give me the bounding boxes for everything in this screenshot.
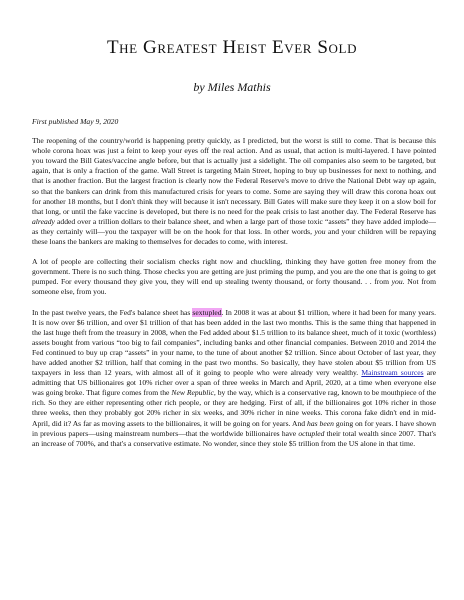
p1-emphasis-you: you [314, 226, 326, 236]
p1-text-c: again, so that the bankers can drink from this manufactured crisis for years to come. Some are saying they will draw this corona hoax out for another 18 months, but I don't think they will because it isn't necessary. Bill Gates will make sure they keep it on a slow boil for that long, or until the fake vaccine is developed, but there is no need for the peak crisis to last another day. The Federal Reserve has [32, 176, 436, 216]
p1-emphasis-already: already [32, 216, 55, 226]
p3-text-g: going on for years. I have shown in previous papers—using mainstream numbers—that the worldwide billionaires have [32, 418, 436, 438]
article-title: The Greatest Heist Ever Sold [106, 37, 358, 58]
p2-text-a: A lot of people are collecting their socialism checks right now and chuckling, thinking they have gotten free money from the government. There is no such thing. Those checks you are getting are just priming the pump, and you are the one that is going to get pumped. For every thousand they give you, they will end up stealing twenty thousand, or forty thousand. . . from [32, 257, 436, 287]
p3-emphasis-new-republic: New Republic [171, 388, 214, 398]
p2-emphasis-you: you [391, 277, 403, 287]
p1-text-a: The reopening of the country/world is happening pretty quickly, as I predicted, but the worst is still to come. That is because this whole corona hoax was just a feint to keep your eyes off the real action. And as usual, that action is multi-layered. I have pointed you toward the Bill Gates/vaccine angle before, but that is actually just a sidelight. The oil companies also seem to be targeted, but again, that is only a fraction of the game. Wall Street is targeting Main Street, hoping to buy up businesses for next to nothing, and that is another fraction. But the largest fraction is clearly now the Federal Reserve's move to drive the National Debt way [32, 136, 436, 186]
p1-text-e: added over a trillion dollars to their balance sheet, and when a large part of those toxic “assets” they have added implode—as they certainly will—you the taxpayer will be on the hook for that loss. In other words, [32, 216, 436, 236]
paragraph-3 [32, 308, 436, 449]
p3-text-c: are admitting that US billionaires got 10% richer over a span of three weeks in March and April, 2020, at a time when everyone else was going broke. That figure comes from the [32, 368, 436, 398]
author-byline: by Miles Mathis [193, 80, 271, 94]
p3-emphasis-octupled: octupled [298, 428, 325, 438]
p3-text-a: In the past twelve years, the Fed's balance sheet has [32, 307, 193, 317]
publish-date: First published May 9, 2020 [32, 117, 119, 126]
p2-text-c: . Not from someone else, from you. [32, 277, 436, 297]
p3-emphasis-has-been: has been [307, 418, 334, 428]
highlighted-word: sextupled [192, 307, 222, 317]
p1-text-g: and your children will be repaying these loans the bankers are making to themselves for decades to come, with interest. [32, 226, 436, 247]
p1-emphasis-up: up [407, 176, 416, 186]
p3-text-i: their total wealth since 2007. That's an increase of 700%, and that's a conservative estimate. No wonder, since they stole $5 trillion from the US alone in that time. [32, 428, 436, 448]
paragraph-2 [32, 257, 436, 297]
paragraph-1 [32, 136, 436, 247]
article-body [32, 117, 436, 459]
p3-text-b: . In 2008 it was at about $1 trillion, where it had been for many years. It is now over $6 trillion, and over $1 trillion of that has been added in the last two months. This is the same thing that happened in the last huge theft from the treasury in 2008, when the Fed added about $1.5 trillion to its balance sheet, much of it toxic (worthless) assets bought from various “too big to fail companies”, including banks and other financial companies. Between 2010 and 2014 the Fed continued to buy up crap “assets” in your name, to the tune of about another $2 trillion. Since about October of last year, they have added another $2 trillion, half that coming in the past two months. So basically, they have stolen about $5 trillion from US taxpayers in less than 12 years, with almost all of it going to people who were already very wealthy. [32, 307, 436, 378]
p3-text-e: , by the way, which is a conservative rag, known to be mouthpiece of the rich. So they are either representing other rich people, or they are hedging. First of all, if the billionaires got 10% richer in those three weeks, then they probably got 20% richer in six weeks, and 30% richer in nine weeks. This corona fake didn't end in mid-April, did it? As far as moving assets to the billionaires, it will be going on for years. And [32, 388, 437, 428]
mainstream-sources-link[interactable]: Mainstream sources [361, 368, 424, 378]
